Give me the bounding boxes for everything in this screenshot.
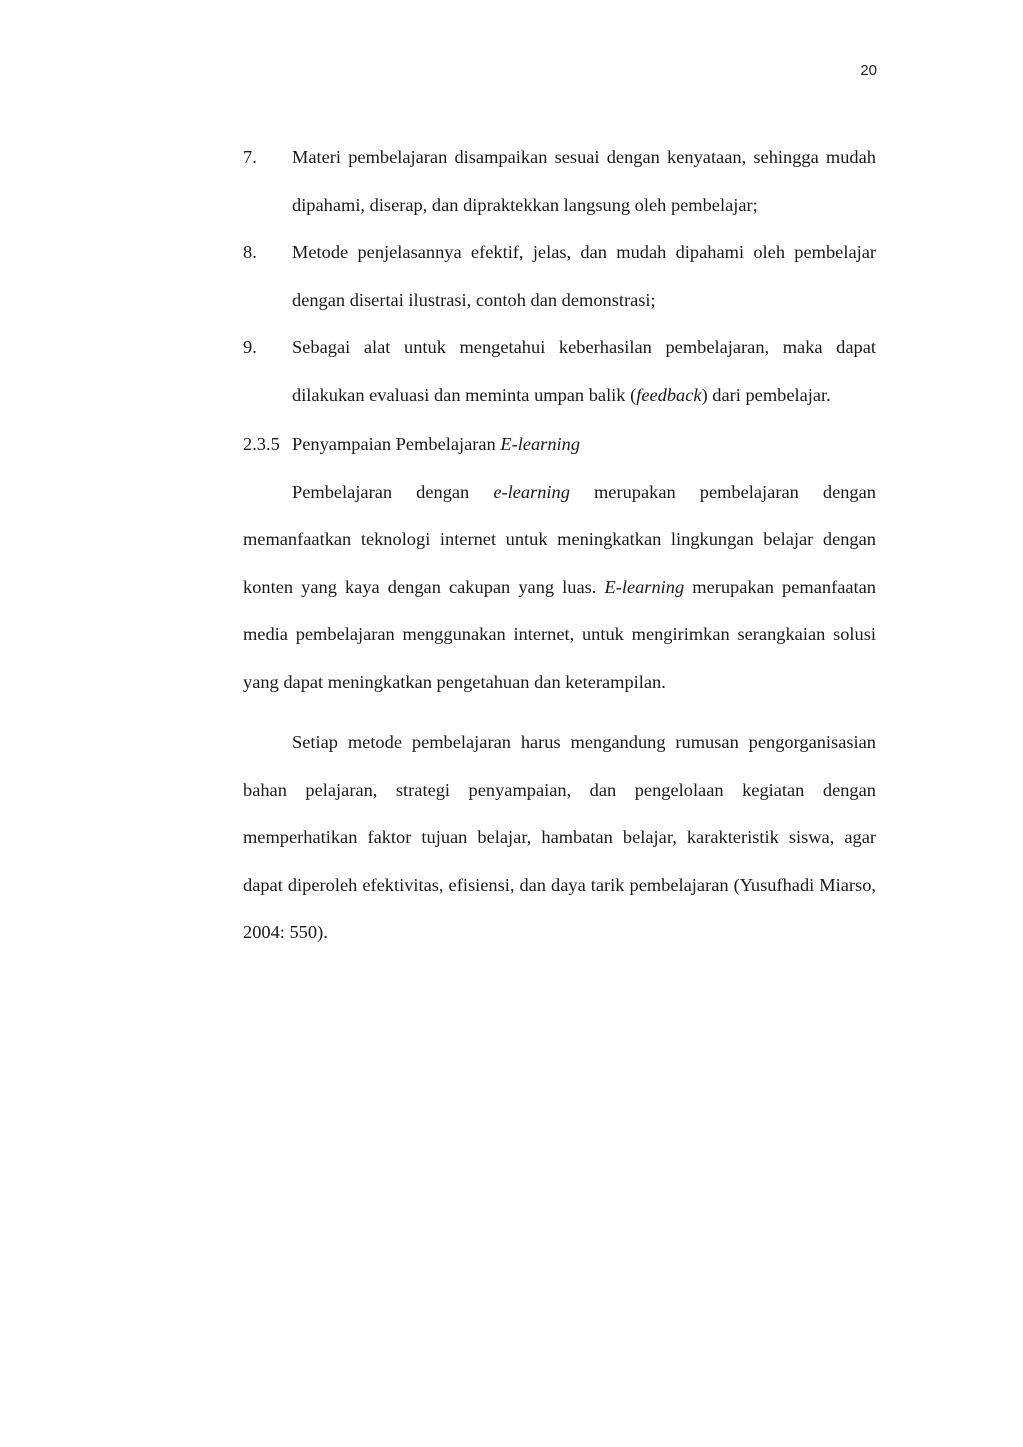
list-text-italic: feedback bbox=[636, 384, 702, 405]
section-number: 2.3.5 bbox=[243, 434, 280, 454]
list-text-part: ) dari pembelajar. bbox=[701, 384, 831, 405]
list-text: Metode penjelasannya efektif, jelas, dan mudah dipahami oleh pembelajar dengan disertai ilustrasi, contoh dan demonstrasi; bbox=[292, 242, 876, 310]
paragraph-metode: Setiap metode pembelajaran harus mengandung rumusan pengorganisasian bahan pelajaran, strategi penyampaian, dan pengelolaan kegiatan dengan memperhatikan faktor tujuan belajar, hambatan belajar, karakteristik siswa, agar dapat diperoleh efektivitas, efisiensi, dan daya tarik pembelajaran (Yusufhadi Miarso, 2004: 550). bbox=[243, 732, 876, 942]
list-number: 7. bbox=[243, 147, 257, 167]
paragraph-text: Pembelajaran dengan bbox=[292, 481, 494, 502]
list-number: 8. bbox=[243, 242, 257, 262]
list-item-9 bbox=[243, 324, 876, 419]
list-number: 9. bbox=[243, 337, 257, 357]
list-text bbox=[292, 324, 876, 419]
paragraph-elearning bbox=[243, 469, 876, 707]
list-text-part: Sebagai alat untuk mengetahui keberhasilan pembelajaran, maka dapat dilakukan evaluasi dan meminta umpan balik ( bbox=[292, 337, 876, 405]
page-body bbox=[243, 134, 876, 957]
paragraph-text: merupakan pemanfaatan media pembelajaran menggunakan internet, untuk mengirimkan serangkaian solusi yang dapat meningkatkan pengetahuan dan keterampilan. bbox=[243, 576, 876, 692]
paragraph-italic: e-learning bbox=[493, 481, 570, 502]
section-heading bbox=[243, 421, 876, 469]
paragraph-text: merupakan pembelajaran dengan memanfaatkan teknologi internet untuk meningkatkan lingkungan belajar dengan konten yang kaya dengan cakupan yang luas. bbox=[243, 481, 876, 597]
section-title: Penyampaian Pembelajaran bbox=[292, 434, 501, 454]
list-item-7 bbox=[243, 134, 876, 229]
section-title-italic: E-learning bbox=[500, 434, 581, 454]
list-item-8 bbox=[243, 229, 876, 324]
page-number: 20 bbox=[860, 62, 877, 79]
list-text: Materi pembelajaran disampaikan sesuai dengan kenyataan, sehingga mudah dipahami, diserap, dan dipraktekkan langsung oleh pembelajar; bbox=[292, 147, 876, 215]
paragraph-italic: E-learning bbox=[604, 576, 685, 597]
